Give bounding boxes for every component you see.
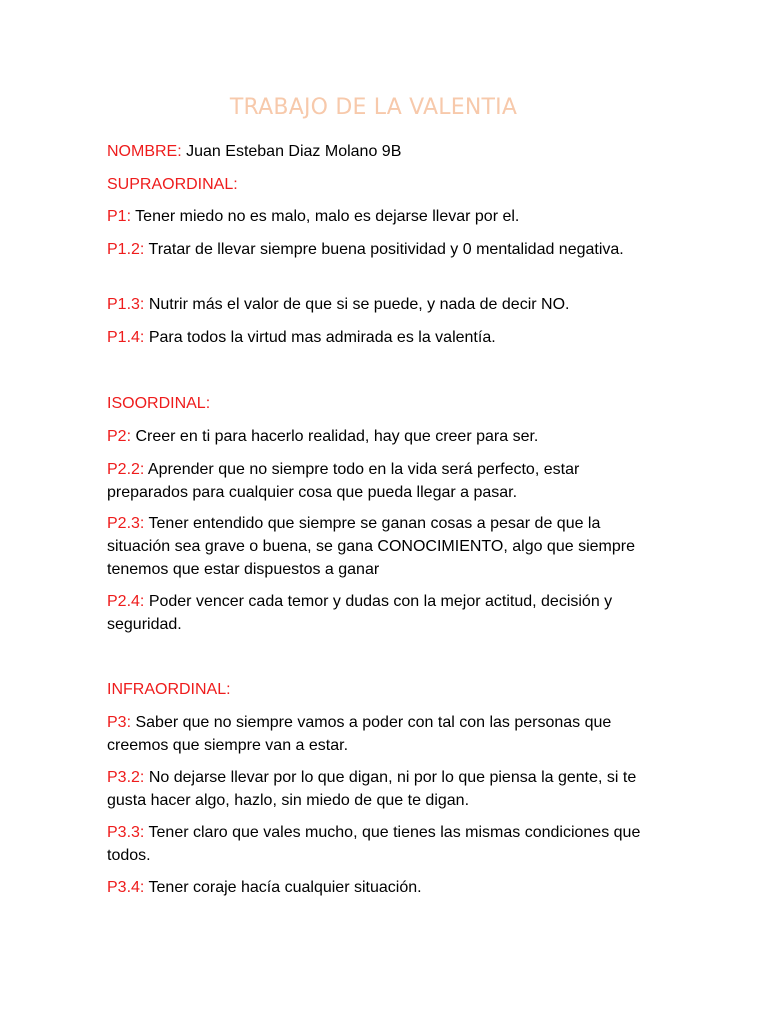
item-p1 <box>107 205 647 228</box>
item-p1-3 <box>107 293 647 316</box>
item-label: P3: <box>107 714 132 731</box>
item-label: P2.4: <box>107 593 145 610</box>
section-heading-isoordinal: ISOORDINAL: <box>107 395 211 412</box>
item-label: P3.3: <box>107 824 145 841</box>
nombre-label: NOMBRE: <box>107 143 182 160</box>
item-label: P1.3: <box>107 296 145 313</box>
item-p2-3 <box>107 512 647 581</box>
item-p3 <box>107 711 647 757</box>
item-text: Saber que no siempre vamos a poder con tal con las personas que creemos que siempre van a estar. <box>107 714 612 754</box>
item-p1-4 <box>107 326 647 349</box>
item-label: P1: <box>107 208 132 225</box>
nombre-line <box>107 140 647 163</box>
item-p3-4 <box>107 876 647 899</box>
section-heading-infraordinal: INFRAORDINAL: <box>107 681 231 698</box>
item-text: No dejarse llevar por lo que digan, ni por lo que piensa la gente, si te gusta hacer algo, hazlo, sin miedo de que te digan. <box>107 769 637 809</box>
item-text: Nutrir más el valor de que si se puede, y nada de decir NO. <box>148 296 570 313</box>
document-title: TRABAJO DE LA VALENTIA <box>229 95 518 120</box>
item-text: Aprender que no siempre todo en la vida será perfecto, estar preparados para cualquier cosa que pueda llegar a pasar. <box>107 461 580 501</box>
item-label: P3.2: <box>107 769 145 786</box>
item-text: Creer en ti para hacerlo realidad, hay que creer para ser. <box>135 428 539 445</box>
item-label: P2: <box>107 428 132 445</box>
item-p1-2 <box>107 238 647 261</box>
item-label: P1.2: <box>107 241 145 258</box>
item-label: P2.3: <box>107 515 145 532</box>
item-text: Tener claro que vales mucho, que tienes las mismas condiciones que todos. <box>107 824 641 864</box>
item-p2-2 <box>107 458 647 504</box>
section-heading-supraordinal: SUPRAORDINAL: <box>107 176 238 193</box>
item-p3-2 <box>107 766 647 812</box>
item-text: Tener entendido que siempre se ganan cosas a pesar de que la situación sea grave o buena, se gana CONOCIMIENTO, algo que siempre tenemos que estar dispuestos a ganar <box>107 515 635 578</box>
item-p3-3 <box>107 821 647 867</box>
item-label: P3.4: <box>107 879 145 896</box>
item-text: Tener coraje hacía cualquier situación. <box>148 879 422 896</box>
item-label: P1.4: <box>107 329 145 346</box>
item-label: P2.2: <box>107 461 145 478</box>
item-p2 <box>107 425 647 448</box>
item-text: Tratar de llevar siempre buena positividad y 0 mentalidad negativa. <box>148 241 624 258</box>
nombre-value: Juan Esteban Diaz Molano 9B <box>186 143 402 160</box>
item-p2-4 <box>107 590 647 636</box>
item-text: Tener miedo no es malo, malo es dejarse llevar por el. <box>135 208 520 225</box>
item-text: Poder vencer cada temor y dudas con la mejor actitud, decisión y seguridad. <box>107 593 613 633</box>
item-text: Para todos la virtud mas admirada es la valentía. <box>148 329 496 346</box>
